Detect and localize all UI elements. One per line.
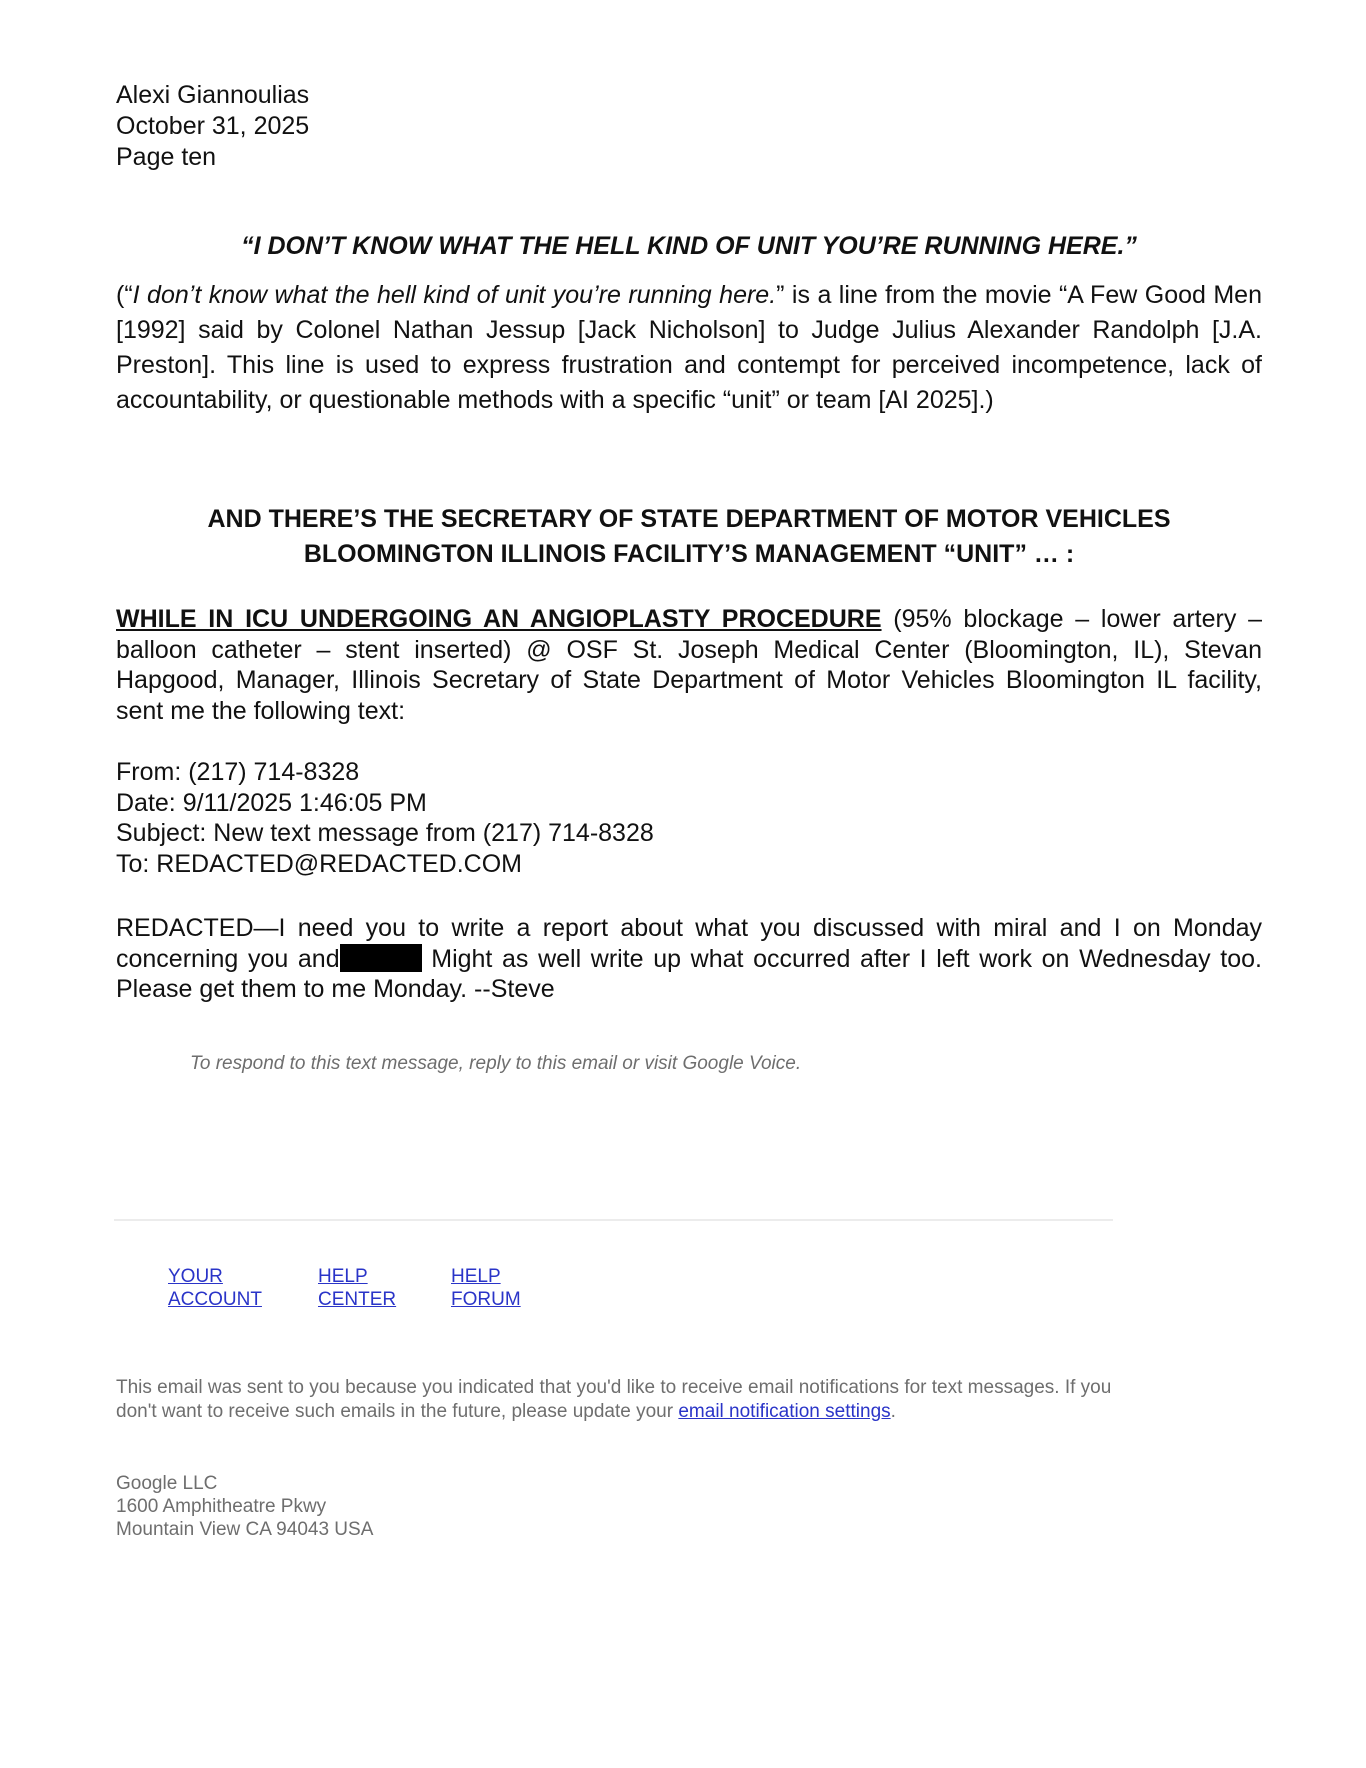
quote-heading: “I DON’T KNOW WHAT THE HELL KIND OF UNIT YOU’RE RUNNING HERE.” — [241, 232, 1137, 260]
letter-date: October 31, 2025 — [116, 112, 310, 140]
icu-paragraph — [116, 604, 1262, 726]
company-street: 1600 Amphitheatre Pkwy — [116, 1496, 327, 1517]
quote-rest: ” is a line from the movie “A Few Good Men [1992] said by Colonel Nathan Jessup [Jack Nicholson] to Judge Julius Alexander Randolph [J.A. Preston]. This line is used to express frustration and contempt for perceived incompetence, lack of accountability, or questionable methods with a specific “unit” or team [AI 2025].) — [116, 281, 1262, 414]
company-name: Google LLC — [116, 1473, 218, 1494]
quote-explanation — [116, 278, 1262, 418]
your-account-link-line2[interactable]: ACCOUNT — [168, 1289, 262, 1310]
notification-notice — [116, 1376, 1156, 1423]
help-center-link-line1[interactable]: HELP — [318, 1266, 368, 1287]
email-to: To: REDACTED@REDACTED.COM — [116, 849, 522, 878]
section-heading-line2: BLOOMINGTON ILLINOIS FACILITY’S MANAGEMENT “UNIT” … : — [303, 540, 1075, 568]
redaction-box — [340, 944, 422, 972]
help-forum-link-line1[interactable]: HELP — [451, 1266, 501, 1287]
quote-italic: I don’t know what the hell kind of unit you’re running here. — [132, 281, 777, 309]
icu-rest: (95% blockage – lower artery – balloon catheter – stent inserted) @ OSF St. Joseph Medical Center (Bloomington, IL), Stevan Hapgood, Manager, Illinois Secretary of State Department of Motor Vehicles Bloomington IL facility, sent me the following text: — [116, 605, 1263, 725]
email-subject: Subject: New text message from (217) 714-8328 — [116, 819, 654, 847]
message-after: Might as well write up what occurred after I left work on Wednesday too. Please get them to me Monday. --Steve — [116, 944, 1263, 1003]
email-headers — [116, 757, 654, 879]
help-forum-link[interactable] — [451, 1265, 521, 1311]
notice-text: This email was sent to you because you indicated that you'd like to receive email notifications for text messages. If you don't want to receive such emails in the future, please update your — [116, 1377, 1112, 1422]
notice-end: . — [890, 1400, 896, 1422]
help-forum-link-line2[interactable]: FORUM — [451, 1289, 521, 1310]
email-from: From: (217) 714-8328 — [116, 758, 360, 786]
respond-note: To respond to this text message, reply to this email or visit Google Voice. — [190, 1053, 802, 1074]
section-heading-line1: AND THERE’S THE SECRETARY OF STATE DEPARTMENT OF MOTOR VEHICLES — [207, 505, 1171, 533]
email-date: Date: 9/11/2025 1:46:05 PM — [116, 788, 427, 817]
message-before: REDACTED—I need you to write a report about what you discussed with miral and I on Monday concerning you and — [116, 914, 1262, 973]
letter-header — [116, 80, 309, 173]
footer-divider — [114, 1219, 1113, 1221]
your-account-link-line1[interactable]: YOUR — [168, 1266, 223, 1287]
quote-open: (“ — [116, 281, 133, 309]
icu-lead: WHILE IN ICU UNDERGOING AN ANGIOPLASTY PROCEDURE — [116, 605, 882, 633]
page-number: Page ten — [116, 143, 217, 171]
text-message-body — [116, 913, 1262, 1005]
recipient-name: Alexi Giannoulias — [116, 81, 310, 109]
help-center-link-line2[interactable]: CENTER — [318, 1289, 397, 1310]
section-heading — [116, 502, 1262, 572]
email-notification-settings-link[interactable]: email notification settings — [678, 1400, 891, 1422]
company-city: Mountain View CA 94043 USA — [116, 1519, 374, 1540]
company-address — [116, 1472, 373, 1541]
help-center-link[interactable] — [318, 1265, 396, 1311]
your-account-link[interactable] — [168, 1265, 262, 1311]
